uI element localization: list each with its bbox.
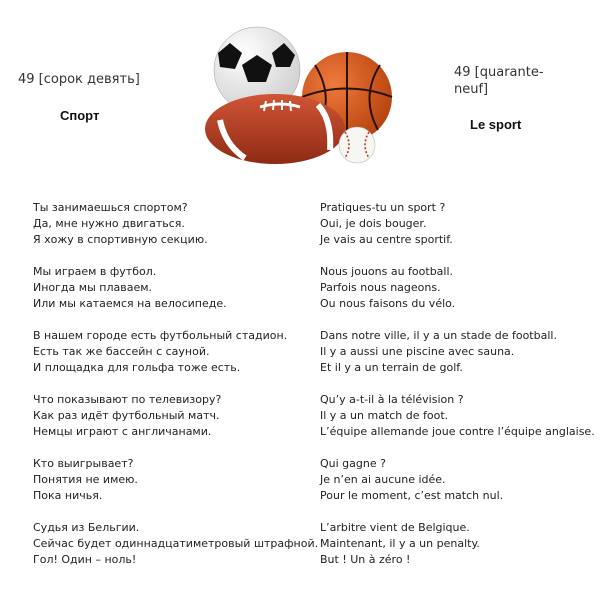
phrase-line: Il y a aussi une piscine avec sauna. [320, 345, 515, 358]
phrase-line: Parfois nous nageons. [320, 281, 441, 294]
phrase-line: Ты занимаешься спортом? [33, 201, 188, 214]
header-right-number-line2: neuf] [454, 82, 489, 97]
header-right-number [454, 64, 574, 98]
phrase-group [320, 456, 600, 504]
phrase-group [320, 200, 600, 248]
phrase-line: Qui gagne ? [320, 457, 386, 470]
phrase-line: И площадка для гольфа тоже есть. [33, 361, 241, 374]
phrase-group [33, 456, 313, 504]
phrase-line: L’arbitre vient de Belgique. [320, 521, 470, 534]
phrase-group [320, 520, 600, 568]
phrase-line: Гол! Один – ноль! [33, 553, 137, 566]
phrase-line: Кто выигрывает? [33, 457, 134, 470]
phrase-line: Пока ничья. [33, 489, 103, 502]
baseball-icon [339, 127, 375, 163]
phrase-line: Nous jouons au football. [320, 265, 454, 278]
phrase-line: Или мы катаемся на велосипеде. [33, 297, 227, 310]
russian-phrases-column [33, 200, 319, 584]
phrase-line: Мы играем в футбол. [33, 265, 157, 278]
phrase-line: Je n’en ai aucune idée. [320, 473, 446, 486]
phrase-line: Pratiques-tu un sport ? [320, 201, 446, 214]
sports-balls-image [200, 25, 400, 170]
phrase-line: Je vais au centre sportif. [320, 233, 453, 246]
phrase-line: Иногда мы плаваем. [33, 281, 153, 294]
phrase-line: Il y a un match de foot. [320, 409, 449, 422]
phrase-line: Понятия не имею. [33, 473, 138, 486]
phrase-line: Что показывают по телевизору? [33, 393, 222, 406]
phrase-group [33, 200, 313, 248]
phrase-line: Maintenant, il y a un penalty. [320, 537, 480, 550]
header-left-number: 49 [сорок девять] [18, 72, 140, 87]
phrase-group [320, 328, 600, 376]
phrase-group [33, 328, 313, 376]
phrase-line: Pour le moment, c’est match nul. [320, 489, 504, 502]
phrase-line: Я хожу в спортивную секцию. [33, 233, 208, 246]
header-right-number-line1: 49 [quarante- [454, 65, 544, 80]
header-left-title: Спорт [60, 108, 100, 123]
phrase-line: Да, мне нужно двигаться. [33, 217, 185, 230]
phrase-line: Как раз идёт футбольный матч. [33, 409, 220, 422]
phrase-line: В нашем городе есть футбольный стадион. [33, 329, 288, 342]
phrase-line: Ou nous faisons du vélo. [320, 297, 456, 310]
phrase-group [33, 392, 313, 440]
phrase-line: Oui, je dois bouger. [320, 217, 427, 230]
phrase-line: Судья из Бельгии. [33, 521, 140, 534]
phrase-group [320, 392, 600, 440]
french-phrases-column [320, 200, 600, 584]
phrase-line: Есть так же бассейн с сауной. [33, 345, 210, 358]
phrase-line: Et il y a un terrain de golf. [320, 361, 463, 374]
phrase-group [33, 264, 313, 312]
phrase-line: Немцы играют с англичанами. [33, 425, 212, 438]
phrase-line: But ! Un à zéro ! [320, 553, 411, 566]
phrase-group [33, 520, 319, 568]
phrase-line: L’équipe allemande joue contre l’équipe anglaise. [320, 425, 595, 438]
phrase-line: Dans notre ville, il y a un stade de football. [320, 329, 557, 342]
phrase-line: Сейчас будет одиннадцатиметровый штрафной. [33, 537, 319, 550]
phrase-line: Qu’y a-t-il à la télévision ? [320, 393, 464, 406]
american-football-icon [205, 94, 345, 164]
phrase-group [320, 264, 600, 312]
header-right-title: Le sport [470, 117, 522, 132]
